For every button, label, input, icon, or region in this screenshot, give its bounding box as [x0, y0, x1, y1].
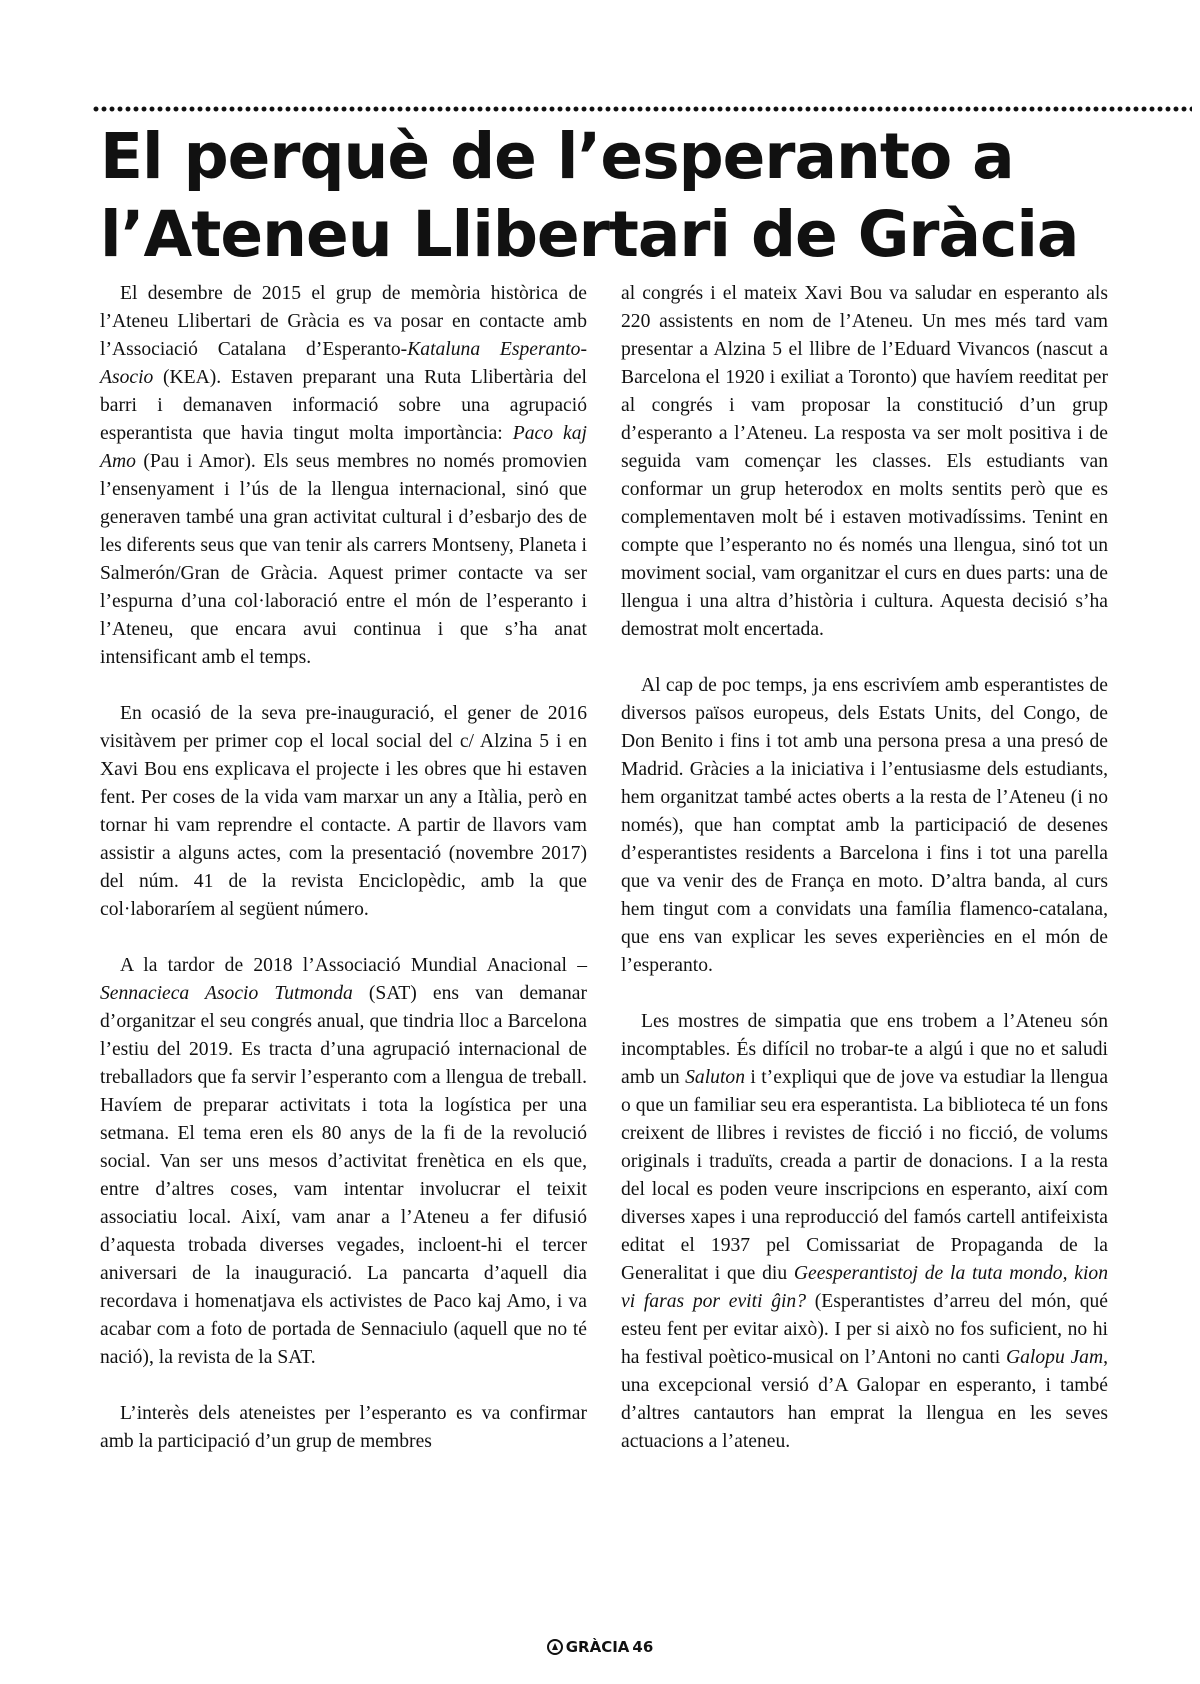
paragraph: El desembre de 2015 el grup de memòria històrica de l’Ateneu Llibertari de Gràcia es va posar en contacte amb l’Associació Catalana d’Esperanto-Kataluna Esperanto-Asocio (KEA). Estaven preparant una Ruta Llibertària del barri i demanaven informació sobre una agrupació esperantista que havia tingut molta importància: Paco kaj Amo (Pau i Amor). Els seus membres no només promovien l’ensenyament i l’ús de la llengua internacional, sinó que generaven també una gran activitat cultural i d’esbarjo des de les diferents seus que van tenir als carrers Montseny, Planeta i Salmerón/Gran de Gràcia. Aquest primer contacte va ser l’espurna d’una col·laboració entre el món de l’esperanto i l’Ateneu, que encara avui continua i que s’ha anat intensificant amb el temps. [100, 283, 587, 668]
article-body [100, 280, 1108, 1580]
italic-run: Paco kaj Amo [100, 423, 587, 472]
paragraph: Les mostres de simpatia que ens trobem a l’Ateneu són incomptables. És difícil no trobar-te a algú i que no et saludi amb un Saluton i t’expliqui que de jove va estudiar la llengua o que un familiar seu era esperantista. La biblioteca té un fons creixent de llibres i revistes de ficció i no ficció, de volums originals i traduïts, creada a partir de donacions. I a la resta del local es poden veure inscripcions en esperanto, així com diverses xapes i una reproducció del famós cartell antifeixista editat el 1937 pel Comissariat de Propaganda de la Generalitat i que diu Geesperantistoj de la tuta mondo, kion vi faras por eviti ĝin? (Esperantistes d’arreu del món, qué esteu fent per evitar això). I per si això no fos suficient, no hi ha festival poètico-musical on l’Antoni no canti Galopu Jam, una excepcional versió d’A Galopar en esperanto, i també d’altres cantautors han emprat la llengua en les seves actuacions a l’ateneu. [621, 1011, 1109, 1452]
italic-run: Galopu Jam [1005, 1347, 1104, 1368]
paragraph: A la tardor de 2018 l’Associació Mundial Anacional – Sennacieca Asocio Tutmonda (SAT) ens van demanar d’organitzar el seu congrés anual, que tindria lloc a Barcelona l’estiu del 2019. Es tracta d’una agrupació internacional de treballadors que fa servir l’esperanto com a llengua de treball. Havíem de preparar activitats i tota la logística per una setmana. El tema eren els 80 anys de la fi de la revolució social. Van ser uns mesos d’activitat frenètica en els que, entre d’altres coses, vam intentar involucrar el teixit associatiu local. Així, vam anar a l’Ateneu a fer difusió d’aquesta trobada diverses vegades, incloent-hi el tercer aniversari de la inauguració. La pancarta d’aquell dia recordava i homenatjava els activistes de Paco kaj Amo, i va acabar com a foto de portada de Sennaciulo (aquell que no té nació), la revista de la SAT. [100, 955, 587, 1368]
right-column [621, 280, 1108, 1580]
left-column [100, 280, 587, 1580]
italic-run: Saluton [685, 1067, 745, 1088]
italic-run: Kataluna Esperanto-Asocio [100, 339, 587, 388]
italic-run: Geesperantistoj de la tuta mondo, kion vi faras por eviti ĝin? [621, 1263, 1108, 1312]
italic-run: Sennacieca Asocio Tutmonda [100, 983, 353, 1004]
paragraph: L’interès dels ateneistes per l’esperanto es va confirmar amb la participació d’un grup de membres [100, 1403, 587, 1452]
dotted-rule [92, 105, 1192, 113]
circled-a-icon [547, 1639, 563, 1655]
paragraph: En ocasió de la seva pre-inauguració, el gener de 2016 visitàvem per primer cop el local social del c/ Alzina 5 i en Xavi Bou ens explicava el projecte i les obres que hi estaven fent. Per coses de la vida vam marxar un any a Itàlia, però en tornar hi vam reprendre el contacte. A partir de llavors vam assistir a alguns actes, com la presentació (novembre 2017) del núm. 41 de la revista Enciclopèdic, amb la que col·laboraríem al següent número. [100, 703, 587, 920]
page-footer [0, 1638, 1200, 1656]
paragraph: Al cap de poc temps, ja ens escrivíem amb esperantistes de diversos països europeus, dels Estats Units, del Congo, de Don Benito i fins i tot amb una persona presa a una presó de Madrid. Gràcies a la iniciativa i l’entusiasme dels estudiants, hem organitzat també actes oberts a la resta de l’Ateneu (i no només), que han comptat amb la participació de desenes d’esperantistes residents a Barcelona i fins i tot una parella que va venir des de França en moto. D’altra banda, al curs hem tingut com a convidats una família flamenco-catalana, que ens van explicar les seves experiències en el món de l’esperanto. [621, 675, 1108, 976]
footer-brand: GRÀCIA [565, 1638, 630, 1656]
page-number: 46 [632, 1638, 654, 1656]
article-title: El perquè de l’esperanto a l’Ateneu Llibertari de Gràcia [100, 120, 1079, 271]
paragraph-continued: al congrés i el mateix Xavi Bou va saludar en esperanto als 220 assistents en nom de l’Ateneu. Un mes més tard vam presentar a Alzina 5 el llibre de l’Eduard Vivancos (nascut a Barcelona el 1920 i exiliat a Toronto) que havíem reeditat per al congrés i vam proposar la constitució d’un grup d’esperanto a l’Ateneu. La resposta va ser molt positiva i de seguida vam començar les classes. Els estudiants van conformar un grup heterodox en molts sentits però que es complementaven molt bé i estaven motivadíssims. Tenint en compte que l’esperanto no és només una llengua, sinó tot un moviment social, vam organitzar el curs en dues parts: una de llengua i una altra d’història i cultura. Aquesta decisió s’ha demostrat molt encertada. [621, 283, 1108, 640]
